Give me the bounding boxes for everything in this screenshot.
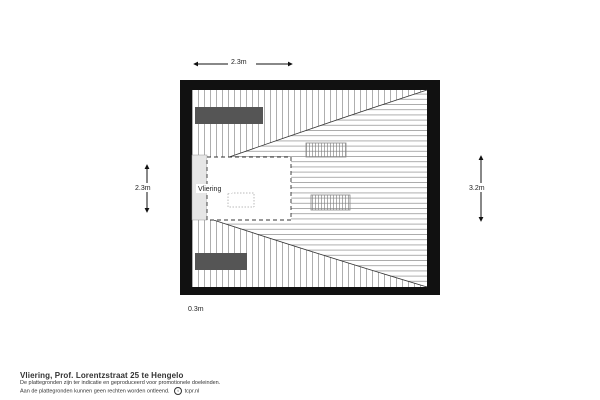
footer-disclaimer-1: De plattegronden zijn ter indicatie en geproduceerd voor promotionele doeleinden. (20, 380, 221, 386)
skylight-2 (311, 195, 350, 210)
dimension-bottom-note: 0.3m (188, 306, 204, 313)
footer-disclaimer-2: Aan de plattegronden kunnen geen rechten worden ontleend. (20, 388, 170, 395)
footer-title: Vliering, Prof. Lorentzstraat 25 te Hengelo (20, 371, 184, 380)
dimension-left-height: 2.3m (135, 185, 151, 192)
room-label-vliering: Vliering (198, 186, 222, 193)
dimension-right-height: 3.2m (469, 185, 485, 192)
footer-disclaimer-2-row (20, 387, 580, 395)
storage-block-bottom (195, 253, 247, 270)
brand-logo-icon: t (174, 387, 182, 395)
footer-brand[interactable]: tcpr.nl (184, 388, 200, 395)
footer (20, 371, 580, 395)
skylight-1 (306, 143, 346, 157)
dimension-top-width: 2.3m (231, 59, 247, 66)
storage-block-top (195, 107, 263, 124)
